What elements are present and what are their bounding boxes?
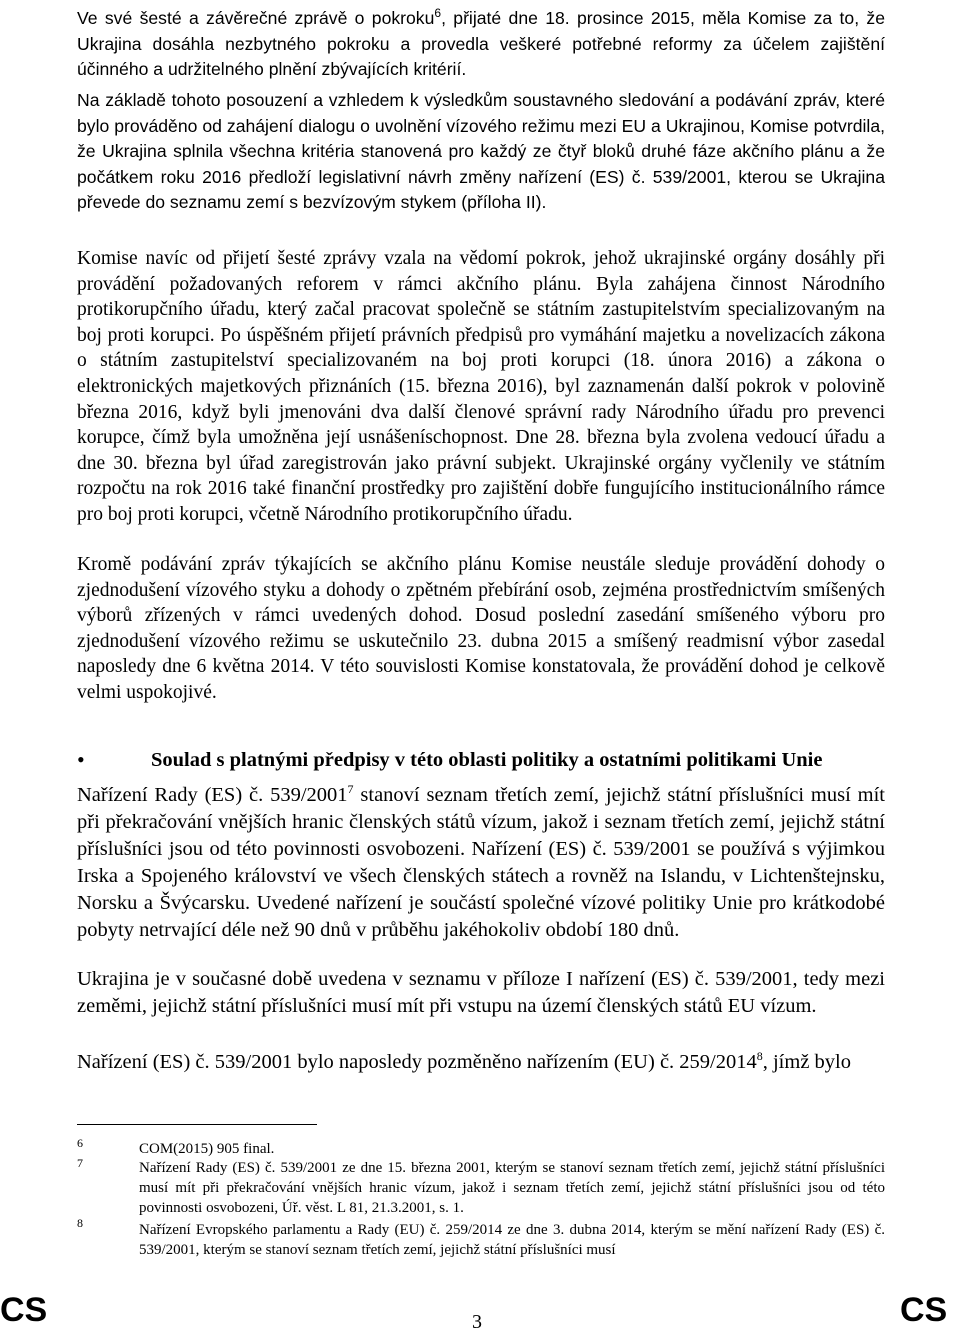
footnote-text: Nařízení Rady (ES) č. 539/2001 ze dne 15. března 2001, kterým se stanoví seznam třetích zemí, jejichž státní příslušníci musí mít při překračování vnějších hranic vízum, jakož i seznam třetích zemí, jejichž státní příslušníci jsou od této povinnosti osvobozeni, Úř. věst. L 81, 21.3.2001, s. 1.: [139, 1160, 885, 1216]
page-number: 3: [472, 1311, 482, 1333]
bullet-icon: •: [77, 747, 85, 772]
footnote-divider: [77, 1124, 317, 1125]
paragraph-text: , přijaté dne 18. prosince 2015, měla Komise za to, že Ukrajina dosáhla nezbytného pokroku a provedla veškeré potřebné reformy za účelem zajištění účinného a udržitelného plnění zbývajících kritérií.: [77, 8, 885, 80]
section-heading-row: [77, 746, 885, 774]
footnote-number: 6: [77, 1136, 83, 1150]
footer-language-left: CS: [0, 1291, 48, 1329]
paragraph-amendment: [77, 1049, 885, 1076]
paragraph-text: , jímž bylo: [762, 1051, 851, 1073]
paragraph-text: Nařízení Rady (ES) č. 539/2001: [77, 784, 348, 806]
paragraph-regulation: [77, 782, 885, 944]
paragraph-annex: Ukrajina je v současné době uvedena v seznamu v příloze I nařízení (ES) č. 539/2001, tedy mezi zeměmi, jejichž státní příslušníci musí mít při vstupu na území členských států EU vízum.: [77, 968, 885, 1017]
paragraph-sixth-report: [77, 6, 885, 83]
paragraph-progress: Komise navíc od přijetí šesté zprávy vzala na vědomí pokrok, jehož ukrajinské orgány dosáhly při provádění požadovaných reforem v rámci akčního plánu. Byla zahájena činnost Národního protikorupčního úřadu, který začal pracovat společně se státním zastupitelstvím specializovaným na boj proti korupci. Po úspěšném přijetí právních předpisů pro vymáhání majetku a novelizacích zákona o státním zastupitelství specializovaném na boj proti korupci (18. února 2016) a zákona o elektronických majetkových přiznáních (15. března 2016), byl zaznamenán další pokrok v polovině března 2016, když byli jmenováni dva další členové správní rady Národního úřadu pro prevenci korupce, čímž byla umožněna její usnášeníschopnost. Dne 28. března byla zvolena vedoucí úřadu a dne 30. března byl úřad zaregistrován jako právní subjekt. Ukrajinské orgány vyčlenily ve státním rozpočtu na rok 2016 také finanční prostředky pro zajištění dobře fungujícího institucionálního rámce pro boj proti korupci, včetně Národního protikorupčního úřadu.: [77, 248, 885, 525]
paragraph-text: stanoví seznam třetích zemí, jejichž státní příslušníci musí mít při překračování vnějších hranic členských států vízum, jakož i seznam třetích zemí, jejichž státní příslušníci jsou od této povinnosti osvobozeni. Nařízení (ES) č. 539/2001 se používá s výjimkou Irska a Spojeného království ve všech členských státech a rovněž na Islandu, v Lichtenštejnsku, Norsku a Švýcarsku. Uvedené nařízení je součástí společné vízové politiky Unie pro krátkodobé pobyty netrvající déle než 90 dnů v průběhu jakéhokoliv období 180 dnů.: [77, 784, 885, 941]
footnote-ref-7[interactable]: 7: [347, 782, 354, 797]
footnote-number: 7: [77, 1156, 83, 1170]
paragraph-assessment: Na základě tohoto posouzení a vzhledem k výsledkům soustavného sledování a podávání zpráv, které bylo prováděno od zahájení dialogu o uvolnění vízového režimu mezi EU a Ukrajinou, Komise potvrdila, že Ukrajina splnila všechna kritéria stanovená pro každý ze čtyř bloků druhé fáze akčního plánu a že počátkem roku 2016 předloží legislativní návrh změny nařízení (ES) č. 539/2001, kterou se Ukrajina převede do seznamu zemí s bezvízovým stykem (příloha II).: [77, 90, 885, 213]
footnote-text: COM(2015) 905 final.: [139, 1141, 275, 1157]
footer-language-right: CS: [900, 1291, 948, 1329]
paragraph-text: Ve své šesté a závěrečné zprávě o pokroku: [77, 8, 435, 28]
footnote-ref-8[interactable]: 8: [756, 1049, 763, 1064]
footnote-number: 8: [77, 1216, 83, 1230]
footnote-ref-6[interactable]: 6: [434, 6, 442, 21]
paragraph-monitoring: Kromě podávání zpráv týkajících se akčního plánu Komise neustále sleduje provádění dohody o zjednodušení vízového styku a dohody o zpětném přebírání osob, zejména prostřednictvím smíšených výborů zřízených v rámci uvedených dohod. Dosud poslední zasedání smíšeného výboru pro zjednodušení vízového režimu se uskutečnilo 23. dubna 2015 a smíšený readmisní výbor zasedal naposledy dne 6 května 2014. V této souvislosti Komise konstatovala, že provádění dohod je celkově velmi uspokojivé.: [77, 554, 885, 703]
footnote-text: Nařízení Evropského parlamentu a Rady (EU) č. 259/2014 ze dne 3. dubna 2014, kterým se mění nařízení Rady (ES) č. 539/2001, kterým se stanoví seznam třetích zemí, jejichž státní příslušníci musí: [139, 1222, 885, 1258]
paragraph-text: Nařízení (ES) č. 539/2001 bylo naposledy pozměněno nařízením (EU) č. 259/2014: [77, 1051, 757, 1073]
section-heading: Soulad s platnými předpisy v této oblasti politiky a ostatními politikami Unie: [151, 749, 823, 771]
